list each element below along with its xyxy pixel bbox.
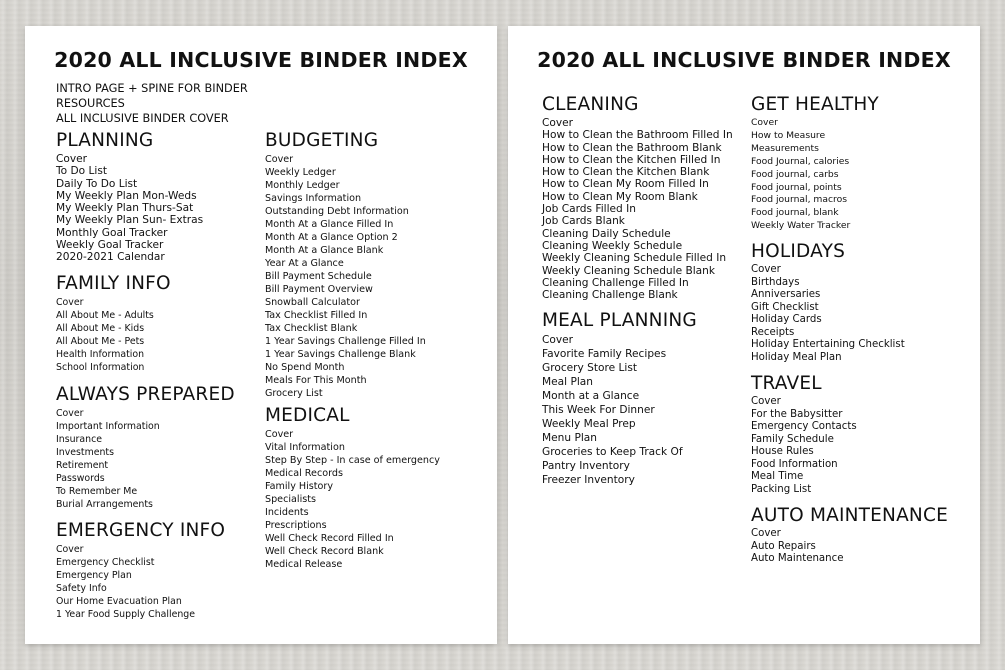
index-item: Important Information (56, 420, 160, 432)
index-item: Bill Payment Overview (265, 284, 373, 295)
section-heading: MEDICAL (265, 405, 350, 426)
section-item-list (751, 528, 977, 566)
page-title: 2020 ALL INCLUSIVE BINDER INDEX (54, 48, 468, 72)
index-item: Weekly Meal Prep (542, 418, 636, 431)
index-item: Tax Checklist Filled In (265, 310, 368, 321)
section-item-list (751, 396, 977, 496)
index-item: How to Clean the Kitchen Blank (542, 166, 710, 179)
index-item: Auto Repairs (751, 540, 816, 552)
index-item: Meal Plan (542, 376, 593, 389)
index-item: Safety Info (56, 582, 107, 594)
section-item-list (56, 296, 266, 374)
index-item: Cover (542, 117, 574, 129)
section-holidays (751, 240, 977, 364)
index-item: Weekly Water Tracker (751, 220, 851, 232)
page-title: 2020 ALL INCLUSIVE BINDER INDEX (537, 48, 951, 72)
index-item: Step By Step - In case of emergency (265, 455, 440, 466)
index-item: Meal Time (751, 471, 804, 483)
section-medical (265, 404, 495, 571)
index-item: Weekly Goal Tracker (56, 239, 164, 252)
index-item: Well Check Record Filled In (265, 533, 394, 544)
index-item: Food journal, macros (751, 194, 848, 206)
index-item: How to Clean My Room Blank (542, 190, 698, 203)
section-item-list (265, 153, 495, 400)
binder-index-page-left (25, 26, 497, 644)
index-item: Cleaning Challenge Filled In (542, 276, 689, 289)
index-item: How to Clean the Bathroom Blank (542, 141, 722, 154)
section-item-list (56, 407, 266, 511)
index-item: Gift Checklist (751, 301, 819, 313)
index-item: Weekly Ledger (265, 167, 336, 178)
index-item: Medical Records (265, 468, 343, 479)
section-heading: MEAL PLANNING (542, 310, 697, 332)
index-item: Emergency Plan (56, 569, 132, 581)
index-item: Cover (265, 429, 294, 440)
section-always-prepared (56, 383, 266, 511)
index-item: Specialists (265, 494, 316, 505)
index-item: Cover (56, 543, 84, 555)
index-column-left-1 (56, 129, 266, 621)
index-item: Bill Payment Schedule (265, 271, 372, 282)
section-heading: GET HEALTHY (751, 94, 879, 115)
index-item: Monthly Ledger (265, 180, 340, 191)
index-item: Prescriptions (265, 520, 327, 531)
index-item: Well Check Record Blank (265, 546, 384, 557)
index-item: Packing List (751, 483, 812, 495)
section-heading: AUTO MAINTENANCE (751, 505, 948, 527)
index-item: Measurements (751, 142, 819, 154)
index-item: No Spend Month (265, 362, 345, 373)
index-item: Health Information (56, 348, 145, 360)
index-item: Groceries to Keep Track Of (542, 446, 683, 459)
index-item: How to Clean the Bathroom Filled In (542, 129, 733, 142)
index-item: 1 Year Food Supply Challenge (56, 608, 196, 620)
section-budgeting (265, 129, 495, 400)
index-item: Auto Maintenance (751, 553, 844, 565)
index-item: Job Cards Filled In (542, 203, 636, 216)
index-item: Food journal, points (751, 181, 842, 193)
index-item: Cleaning Weekly Schedule (542, 239, 683, 252)
index-item: For the Babysitter (751, 408, 843, 420)
section-item-list (542, 333, 752, 487)
index-item: Medical Release (265, 559, 343, 570)
section-meal-planning (542, 309, 752, 487)
section-item-list (751, 264, 977, 364)
index-item: This Week For Dinner (542, 404, 655, 417)
index-item: Menu Plan (542, 432, 597, 445)
index-item: Receipts (751, 326, 795, 338)
index-item: Incidents (265, 507, 309, 518)
index-item: All About Me - Adults (56, 309, 154, 321)
index-item: School Information (56, 361, 145, 373)
index-item: Holiday Entertaining Checklist (751, 339, 905, 351)
index-item: Job Cards Blank (542, 215, 625, 228)
index-item: To Remember Me (56, 485, 138, 497)
index-item: Daily To Do List (56, 177, 138, 190)
section-emergency-info (56, 519, 266, 621)
index-item: Cover (56, 407, 84, 419)
index-item: How to Clean the Kitchen Filled In (542, 153, 721, 166)
index-item: Emergency Contacts (751, 421, 857, 433)
section-heading: HOLIDAYS (751, 241, 846, 263)
index-item: Cleaning Challenge Blank (542, 289, 678, 302)
index-item: Month At a Glance Option 2 (265, 232, 398, 243)
index-item: Cover (56, 153, 88, 165)
index-item: Cover (265, 154, 294, 165)
section-planning (56, 129, 266, 264)
index-item: Cover (751, 117, 778, 128)
index-item: Burial Arrangements (56, 498, 153, 510)
index-item: To Do List (56, 165, 108, 178)
index-column-right-2 (751, 93, 977, 566)
index-item: Cover (751, 528, 781, 540)
index-item: Savings Information (265, 193, 362, 204)
index-item: Insurance (56, 433, 102, 445)
index-item: Grocery List (265, 388, 323, 399)
index-column-right-1 (542, 93, 752, 487)
intro-item: ALL INCLUSIVE BINDER COVER (56, 112, 229, 125)
section-item-list (542, 117, 752, 301)
index-item: Anniversaries (751, 289, 821, 301)
index-item: Tax Checklist Blank (265, 323, 358, 334)
section-item-list (56, 153, 266, 264)
section-auto-maintenance (751, 504, 977, 566)
index-item: How to Measure (751, 129, 826, 141)
index-item: All About Me - Pets (56, 335, 145, 347)
section-travel (751, 372, 977, 496)
index-item: Monthly Goal Tracker (56, 226, 168, 239)
intro-list (56, 81, 248, 126)
section-item-list (265, 428, 495, 571)
section-heading: FAMILY INFO (56, 272, 171, 294)
index-item: Emergency Checklist (56, 556, 155, 568)
index-item: Passwords (56, 472, 105, 484)
index-item: Snowball Calculator (265, 297, 360, 308)
index-item: My Weekly Plan Sun- Extras (56, 214, 204, 227)
section-cleaning (542, 93, 752, 301)
index-item: Cover (542, 334, 574, 347)
index-item: 2020-2021 Calendar (56, 251, 165, 264)
index-item: 1 Year Savings Challenge Blank (265, 349, 416, 360)
section-family-info (56, 272, 266, 374)
index-item: Month at a Glance (542, 390, 640, 403)
index-item: My Weekly Plan Thurs-Sat (56, 202, 194, 215)
index-item: Birthdays (751, 276, 800, 288)
section-heading: EMERGENCY INFO (56, 519, 226, 541)
index-item: Holiday Cards (751, 314, 822, 326)
index-item: Month At a Glance Filled In (265, 219, 394, 230)
index-item: My Weekly Plan Mon-Weds (56, 189, 197, 202)
index-item: Year At a Glance (265, 258, 344, 269)
index-item: Food journal, blank (751, 207, 839, 219)
intro-item: RESOURCES (56, 97, 125, 110)
index-item: Cover (751, 396, 781, 408)
index-item: Weekly Cleaning Schedule Blank (542, 264, 716, 277)
index-item: Food Information (751, 458, 838, 470)
index-column-left-2 (265, 129, 495, 571)
index-item: Food journal, carbs (751, 168, 839, 180)
section-item-list (56, 543, 266, 621)
index-item: How to Clean My Room Filled In (542, 178, 709, 191)
index-item: Family History (265, 481, 334, 492)
section-heading: BUDGETING (265, 130, 379, 151)
index-item: All About Me - Kids (56, 322, 145, 334)
index-item: Vital Information (265, 442, 345, 453)
section-get-healthy (751, 93, 977, 233)
index-item: Month At a Glance Blank (265, 245, 384, 256)
index-item: Outstanding Debt Information (265, 206, 409, 217)
intro-item: INTRO PAGE + SPINE FOR BINDER (56, 82, 248, 95)
index-item: Cleaning Daily Schedule (542, 227, 671, 240)
index-item: Food Journal, calories (751, 155, 850, 167)
index-item: Favorite Family Recipes (542, 348, 667, 361)
index-item: Pantry Inventory (542, 460, 630, 473)
section-heading: ALWAYS PREPARED (56, 383, 235, 405)
index-item: Holiday Meal Plan (751, 351, 842, 363)
index-item: 1 Year Savings Challenge Filled In (265, 336, 426, 347)
section-item-list (751, 117, 977, 233)
index-item: Meals For This Month (265, 375, 367, 386)
section-heading: TRAVEL (751, 373, 822, 395)
index-item: Our Home Evacuation Plan (56, 595, 182, 607)
section-heading: PLANNING (56, 130, 154, 151)
index-item: Family Schedule (751, 433, 834, 445)
index-item: Grocery Store List (542, 362, 638, 375)
index-item: Investments (56, 446, 114, 458)
index-item: House Rules (751, 446, 814, 458)
index-item: Freezer Inventory (542, 474, 635, 487)
index-item: Cover (751, 264, 781, 276)
index-item: Weekly Cleaning Schedule Filled In (542, 252, 727, 265)
index-item: Retirement (56, 459, 109, 471)
binder-index-page-right (508, 26, 980, 644)
index-item: Cover (56, 296, 84, 308)
section-heading: CLEANING (542, 94, 639, 115)
